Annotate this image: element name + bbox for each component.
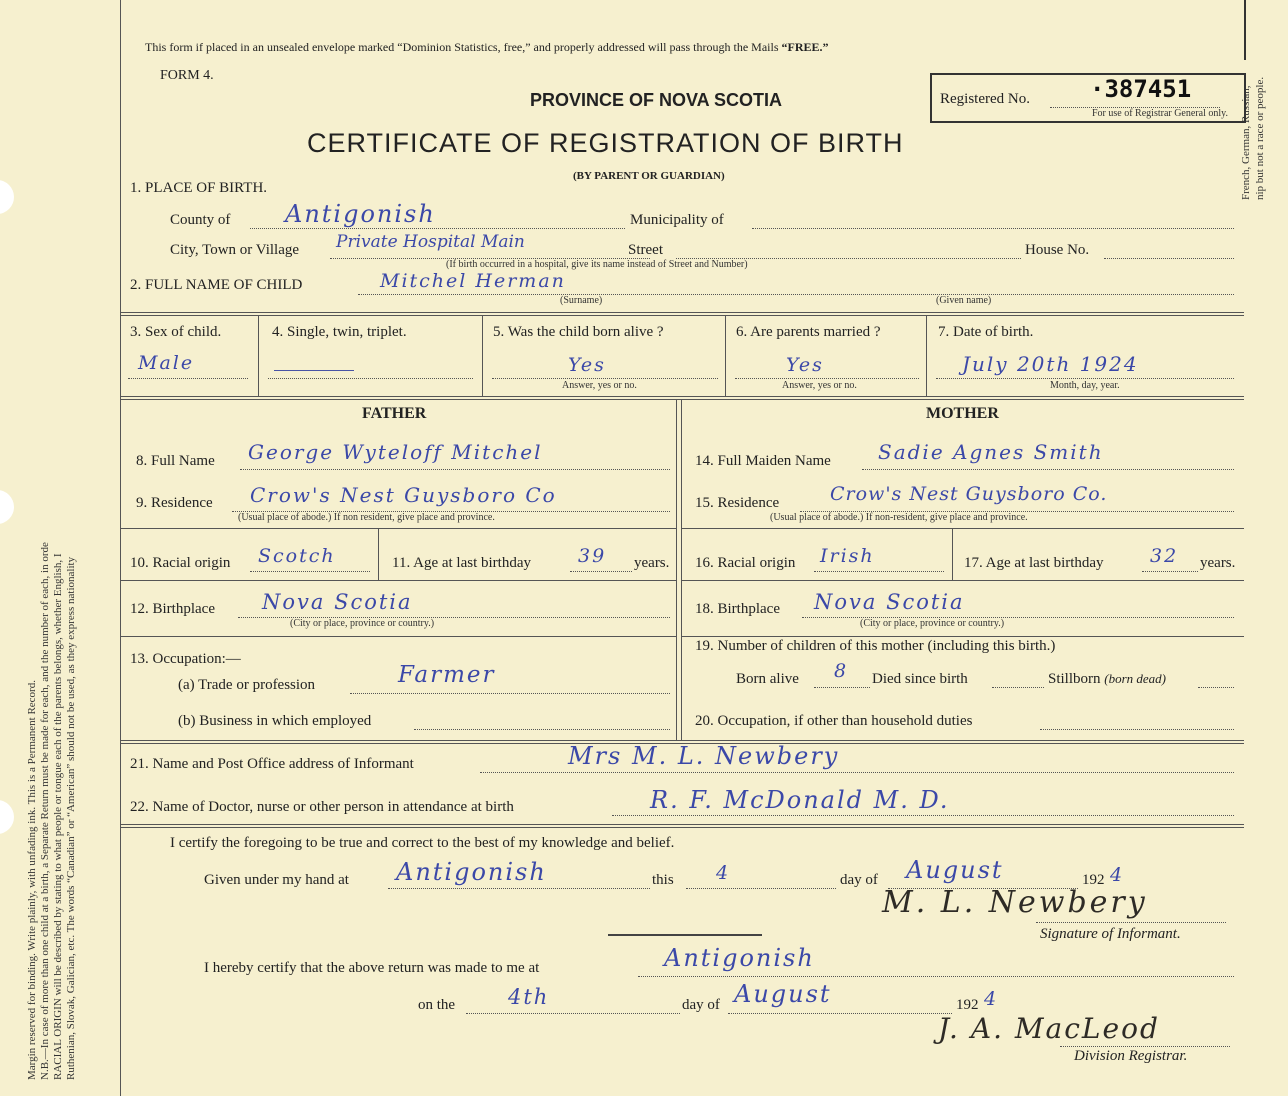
mother-age-line	[1142, 571, 1198, 572]
hospital-note: (If birth occurred in a hospital, give its name instead of Street and Number)	[446, 259, 748, 270]
father-heading: FATHER	[362, 405, 427, 422]
registrar-signature-line	[1060, 1046, 1230, 1047]
married-label: 6. Are parents married ?	[736, 324, 881, 340]
column-divider	[681, 400, 682, 740]
divider	[120, 312, 1244, 316]
mother-occupation-label: 20. Occupation, if other than household duties	[695, 713, 973, 729]
divider	[120, 636, 676, 637]
margin-note-line: N.B.—In case of more than one child at a birth, a Separate Return must be made for each, and the number of each, in orde	[39, 542, 51, 1080]
postal-note	[145, 40, 829, 55]
father-age-value: 39	[578, 545, 607, 567]
father-abode-note: (Usual place of abode.) If non resident, give place and province.	[238, 512, 495, 523]
place-of-birth-label: 1. PLACE OF BIRTH.	[130, 180, 268, 196]
doctor-value: R. F. McDonald M. D.	[650, 786, 950, 814]
street-label: Street	[628, 242, 663, 258]
died-label: Died since birth	[872, 671, 968, 687]
registrar-dayof-label: day of	[682, 997, 720, 1013]
trade-label: (a) Trade or profession	[178, 677, 316, 693]
mother-birthplace-value: Nova Scotia	[814, 590, 965, 614]
married-line	[735, 378, 919, 379]
born-alive-line	[814, 687, 870, 688]
registrar-month-line	[728, 1013, 952, 1014]
cell-divider	[378, 528, 379, 580]
form-number: FORM 4.	[160, 68, 214, 83]
mother-age-value: 32	[1150, 545, 1179, 567]
edge-line	[1244, 0, 1246, 60]
cell-divider	[482, 316, 483, 396]
informant-label: 21. Name and Post Office address of Informant	[130, 756, 414, 772]
registrar-year-prefix: 192	[956, 997, 979, 1013]
alive-line	[492, 378, 718, 379]
mother-heading: MOTHER	[926, 405, 999, 422]
father-age-label: 11. Age at last birthday	[392, 555, 531, 571]
onthe-label: on the	[418, 997, 456, 1013]
father-birthplace-note: (City or place, province or country.)	[290, 618, 435, 629]
trade-line	[350, 693, 670, 694]
county-value: Antigonish	[285, 200, 436, 228]
father-racial-label: 10. Racial origin	[130, 555, 231, 571]
given-place-line	[388, 888, 650, 889]
mother-name-line	[862, 469, 1234, 470]
mother-racial-value: Irish	[820, 545, 875, 567]
father-name-value: George Wyteloff Mitchel	[248, 440, 543, 464]
stillborn-text: Stillborn	[1048, 671, 1101, 687]
margin-notes	[26, 20, 78, 1080]
city-label: City, Town or Village	[170, 242, 300, 258]
father-birthplace-value: Nova Scotia	[262, 590, 413, 614]
business-line	[414, 729, 670, 730]
province-heading: PROVINCE OF NOVA SCOTIA	[530, 90, 783, 110]
mother-birthplace-note: (City or place, province or country.)	[860, 618, 1005, 629]
children-count-label: 19. Number of children of this mother (including this birth.)	[695, 638, 1056, 654]
separator-rule	[608, 934, 762, 936]
given-place-value: Antigonish	[396, 858, 547, 886]
divider	[120, 824, 1244, 828]
house-label: House No.	[1025, 242, 1090, 258]
doctor-label: 22. Name of Doctor, nurse or other person in attendance at birth	[130, 799, 514, 815]
yes-no-note: Answer, yes or no.	[562, 380, 637, 391]
given-year-prefix: 192	[1082, 872, 1105, 888]
child-name-value: Mitchel Herman	[380, 270, 566, 292]
mother-racial-line	[814, 571, 944, 572]
father-age-line	[570, 571, 632, 572]
given-day-value: 4	[716, 862, 731, 884]
doctor-line	[612, 815, 1234, 816]
dob-line	[936, 378, 1234, 379]
died-line	[992, 687, 1044, 688]
stillborn-label	[1048, 671, 1166, 688]
yes-no-note: Answer, yes or no.	[782, 380, 857, 391]
father-birthplace-label: 12. Birthplace	[130, 601, 215, 617]
stillborn-line	[1198, 687, 1234, 688]
mother-name-value: Sadie Agnes Smith	[878, 440, 1104, 464]
plurality-line	[268, 378, 473, 379]
mother-birthplace-label: 18. Birthplace	[695, 601, 780, 617]
dayof-label: day of	[840, 872, 878, 888]
child-name-line	[358, 294, 1234, 295]
mother-years-label: years.	[1200, 555, 1236, 571]
house-line	[1104, 258, 1234, 259]
postal-note-free: “FREE.”	[781, 40, 829, 54]
informant-signature-label: Signature of Informant.	[1040, 926, 1181, 942]
business-label: (b) Business in which employed	[178, 713, 372, 729]
sex-line	[128, 378, 248, 379]
alive-label: 5. Was the child born alive ?	[493, 324, 664, 340]
sex-value: Male	[138, 352, 195, 374]
binding-hole	[0, 800, 14, 834]
divider	[120, 396, 1244, 400]
dob-note: Month, day, year.	[1050, 380, 1120, 391]
registrar-signature: J. A. MacLeod	[938, 1012, 1160, 1045]
stillborn-note: (born dead)	[1104, 671, 1167, 686]
married-value: Yes	[786, 354, 824, 376]
given-month-value: August	[906, 856, 1004, 884]
city-value: Private Hospital Main	[336, 232, 525, 252]
margin-note-line: Ruthenian, Slovak, Galician, etc. The words “Canadian” or “American” should not be used, as they express nationality	[65, 556, 77, 1080]
registered-label: Registered No.	[940, 91, 1030, 107]
mother-age-label: 17. Age at last birthday	[964, 555, 1104, 571]
divider	[681, 636, 1244, 637]
given-name-note: (Given name)	[936, 295, 992, 306]
binding-hole	[0, 490, 14, 524]
informant-value: Mrs M. L. Newbery	[568, 742, 840, 770]
father-name-line	[240, 469, 670, 470]
registrar-day-line	[466, 1013, 680, 1014]
registrar-place-value: Antigonish	[664, 944, 815, 972]
informant-line	[480, 772, 1234, 773]
cell-divider	[926, 316, 927, 396]
county-label: County of	[170, 212, 231, 228]
margin-note-line: RACIAL ORIGIN will be described by stating to what people or tongue each of the parents belongs, whether English, I	[52, 553, 64, 1080]
dob-value: July 20th 1924	[962, 352, 1139, 376]
cell-divider	[258, 316, 259, 396]
registered-number: ·387451	[1090, 75, 1192, 103]
mother-residence-value: Crow's Nest Guysboro Co.	[830, 483, 1108, 505]
divider	[120, 580, 676, 581]
registrar-month-value: August	[734, 980, 832, 1008]
mother-name-label: 14. Full Maiden Name	[695, 453, 831, 469]
child-name-label: 2. FULL NAME OF CHILD	[130, 277, 303, 293]
divider	[681, 528, 1244, 529]
informant-signature: M. L. Newbery	[882, 885, 1148, 920]
municipality-label: Municipality of	[630, 212, 724, 228]
father-occupation-label: 13. Occupation:—	[130, 651, 241, 667]
informant-signature-line	[1036, 922, 1226, 923]
registered-note: For use of Registrar General only.	[1092, 108, 1228, 119]
registrar-statement: I hereby certify that the above return was made to me at	[204, 960, 540, 976]
binding-hole	[0, 180, 14, 214]
plurality-dash	[274, 370, 354, 371]
sex-label: 3. Sex of child.	[130, 324, 222, 340]
trade-value: Farmer	[398, 662, 496, 688]
registrar-day-value: 4th	[508, 985, 550, 1009]
surname-note: (Surname)	[560, 295, 603, 306]
certify-statement: I certify the foregoing to be true and correct to the best of my knowledge and belief.	[170, 835, 675, 851]
registrar-place-line	[638, 976, 1234, 977]
margin-note-top-right: nip but not a race or people.	[1254, 76, 1266, 200]
mother-residence-label: 15. Residence	[695, 495, 780, 511]
born-alive-value: 8	[834, 660, 849, 682]
father-years-label: years.	[634, 555, 670, 571]
father-racial-line	[250, 571, 370, 572]
divider	[120, 528, 676, 529]
dob-label: 7. Date of birth.	[938, 324, 1034, 340]
page-title: CERTIFICATE OF REGISTRATION OF BIRTH	[307, 128, 904, 158]
born-alive-label: Born alive	[736, 671, 799, 687]
plurality-label: 4. Single, twin, triplet.	[272, 324, 407, 340]
left-border	[120, 0, 121, 1096]
page-subtitle: (BY PARENT OR GUARDIAN)	[573, 170, 725, 182]
father-name-label: 8. Full Name	[136, 453, 215, 469]
registration-box	[930, 73, 1246, 123]
municipality-line	[752, 228, 1234, 229]
given-day-line	[686, 888, 836, 889]
margin-note-top-right: French, German, Russian,	[1240, 85, 1252, 200]
cell-divider	[725, 316, 726, 396]
mother-occupation-line	[1040, 729, 1234, 730]
mother-racial-label: 16. Racial origin	[695, 555, 796, 571]
alive-value: Yes	[568, 354, 606, 376]
given-label: Given under my hand at	[204, 872, 349, 888]
county-line	[250, 228, 625, 229]
cell-divider	[952, 528, 953, 580]
this-label: this	[652, 872, 674, 888]
father-racial-value: Scotch	[258, 545, 336, 567]
column-divider	[676, 400, 677, 740]
given-year-digit: 4	[1110, 864, 1125, 886]
father-residence-label: 9. Residence	[136, 495, 213, 511]
registrar-signature-label: Division Registrar.	[1074, 1048, 1188, 1064]
margin-note-line: Margin reserved for binding. Write plainly, with unfading ink. This is a Permanent Record.	[26, 680, 38, 1080]
divider	[681, 580, 1244, 581]
registrar-year-digit: 4	[984, 988, 999, 1010]
mother-abode-note: (Usual place of abode.) If non-resident, give place and province.	[770, 512, 1028, 523]
postal-note-text: This form if placed in an unsealed envelope marked “Dominion Statistics, free,” and properly addressed will pass through the Mails	[145, 40, 782, 54]
father-residence-value: Crow's Nest Guysboro Co	[250, 483, 557, 507]
